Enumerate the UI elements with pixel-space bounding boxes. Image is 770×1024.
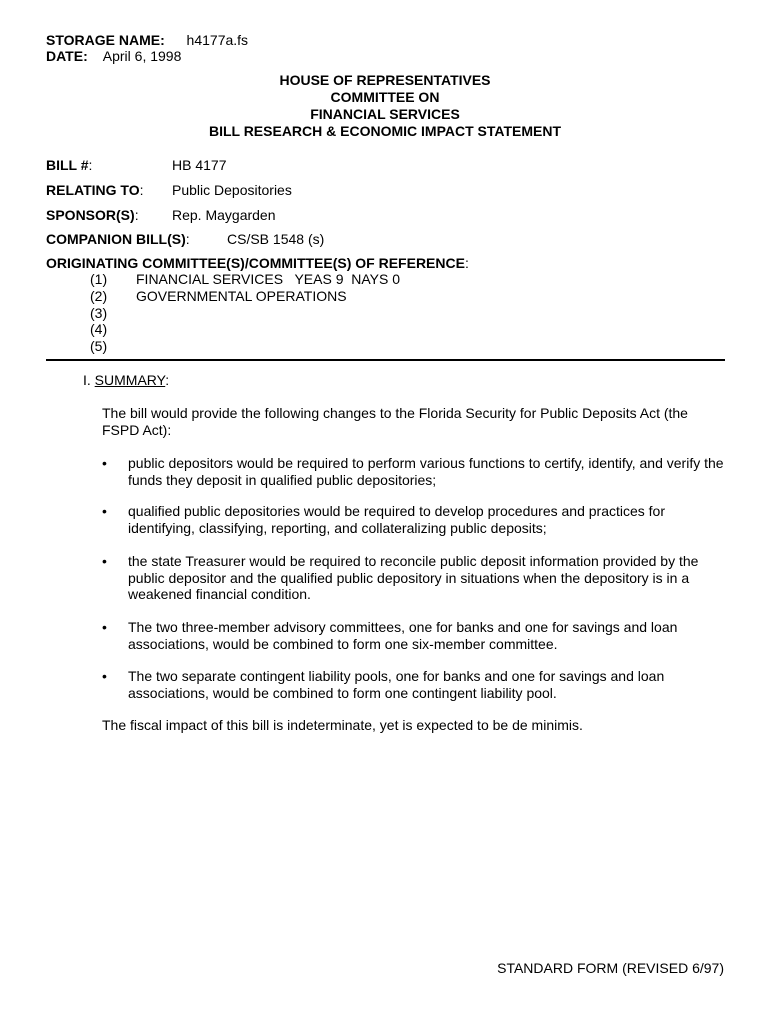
relating-value: Public Depositories (172, 182, 292, 198)
committee-num-5: (5) (90, 338, 108, 354)
sponsor-row: SPONSOR(S): (46, 207, 139, 223)
bullet-text-2: qualified public depositories would be required to develop procedures and practices for identifying, classifying, reporting, and collateralizing public deposits; (128, 503, 665, 536)
bullet-marker-1: • (102, 455, 107, 471)
summary-closing: The fiscal impact of this bill is indeterminate, yet is expected to be de minimis. (102, 717, 583, 733)
committee-text-1: FINANCIAL SERVICES YEAS 9 NAYS 0 (136, 271, 401, 287)
bullet-text-4: The two three-member advisory committees, one for banks and one for savings and loan associations, would be combined to form one six-member committee. (128, 619, 678, 652)
bullet-text-1: public depositors would be required to perform various functions to certify, identify, and verify the funds they deposit in qualified public depositories; (128, 455, 724, 488)
section-divider (46, 359, 725, 361)
relating-label: RELATING TO (46, 182, 140, 198)
title-line-2: COMMITTEE ON (330, 89, 440, 105)
sponsor-value: Rep. Maygarden (172, 207, 276, 223)
committee-num-4: (4) (90, 321, 108, 337)
sponsor-label: SPONSOR(S) (46, 207, 135, 223)
companion-row: COMPANION BILL(S): (46, 231, 190, 247)
bullet-text-5: The two separate contingent liability pools, one for banks and one for savings and loan associations, would be combined to form one contingent liability pool. (128, 668, 665, 701)
storage-name-value: h4177a.fs (186, 32, 249, 48)
companion-label: COMPANION BILL(S) (46, 231, 186, 247)
companion-value: CS/SB 1548 (s) (227, 231, 325, 247)
date-value: April 6, 1998 (102, 48, 182, 64)
committees-heading-line: ORIGINATING COMMITTEE(S)/COMMITTEE(S) OF REFERENCE: (46, 255, 469, 271)
summary-intro: The bill would provide the following changes to the Florida Security for Public Deposits Act (the FSPD Act): (102, 405, 688, 438)
committee-num-1: (1) (90, 271, 108, 287)
bullet-marker-2: • (102, 503, 107, 519)
storage-name-line: STORAGE NAME: h4177a.fs (46, 32, 249, 48)
committees-heading: ORIGINATING COMMITTEE(S)/COMMITTEE(S) OF REFERENCE (46, 255, 465, 271)
bill-label: BILL # (46, 157, 89, 173)
bullet-marker-3: • (102, 553, 107, 569)
committee-num-3: (3) (90, 305, 108, 321)
bill-value: HB 4177 (172, 157, 227, 173)
bill-number-row: BILL #: (46, 157, 93, 173)
summary-heading-line: I. SUMMARY: (83, 372, 170, 388)
relating-to-row: RELATING TO: (46, 182, 144, 198)
storage-name-label: STORAGE NAME (46, 32, 161, 48)
title-line-1: HOUSE OF REPRESENTATIVES (279, 72, 491, 88)
bullet-marker-5: • (102, 668, 107, 684)
summary-heading: SUMMARY (94, 372, 166, 388)
date-line: DATE: April 6, 1998 (46, 48, 182, 64)
committee-num-2: (2) (90, 288, 108, 304)
summary-numeral: I. (83, 372, 91, 388)
date-label: DATE (46, 48, 84, 64)
title-line-3: FINANCIAL SERVICES (310, 106, 460, 122)
bullet-text-3: the state Treasurer would be required to reconcile public deposit information provided by the public depositor and the qualified public depository in situations when the depository is in a weakened financial condition. (128, 553, 699, 602)
standard-form-label: STANDARD FORM (REVISED 6/97) (497, 960, 724, 976)
title-line-4: BILL RESEARCH & ECONOMIC IMPACT STATEMENT (208, 123, 562, 139)
committee-text-2: GOVERNMENTAL OPERATIONS (136, 288, 347, 304)
bullet-marker-4: • (102, 619, 107, 635)
